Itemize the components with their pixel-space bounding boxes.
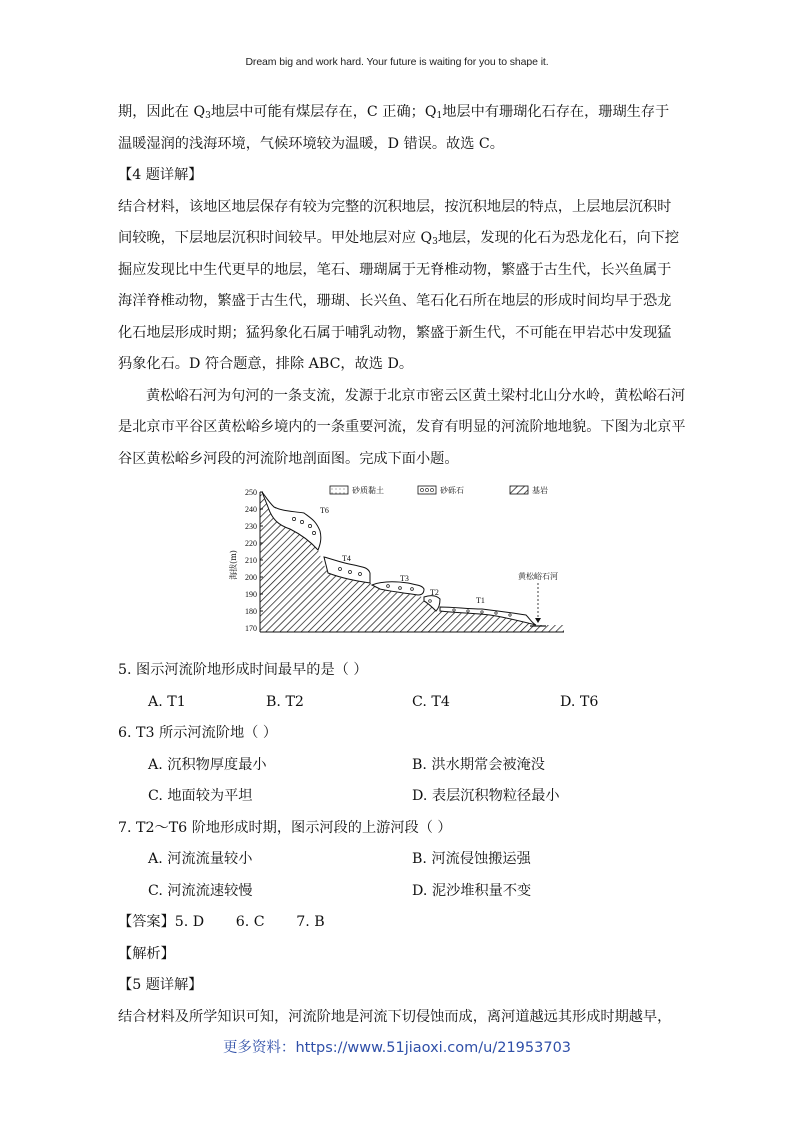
option-b[interactable]: B. 河流侵蚀搬运强	[412, 851, 531, 867]
question-5: 5. 图示河流阶地形成时间最早的是（ ）	[118, 662, 368, 678]
text-line: 海洋脊椎动物，繁盛于古生代，珊瑚、长兴鱼、笔石化石所在地层的形成时间均早于恐龙	[118, 293, 672, 309]
page-header-motto: Dream big and work hard. Your future is waiting for you to shape it.	[245, 56, 549, 68]
option-d[interactable]: D. T6	[560, 693, 599, 710]
terrace-label-t4: T4	[342, 554, 351, 563]
option-a[interactable]: A. 河流流量较小	[148, 851, 253, 867]
footer-label: 更多资料：	[222, 1040, 296, 1056]
q5-detail-title: 【5 题详解】	[118, 977, 203, 993]
question-6-options	[118, 750, 680, 782]
footer-link[interactable]: https://www.51jiaoxi.com/u/21953703	[295, 1040, 572, 1056]
y-tick-label: 240	[245, 505, 257, 514]
bedrock	[260, 492, 564, 632]
terrace-profile-figure	[118, 475, 680, 655]
legend-swatch-gravel	[418, 486, 436, 494]
question-5-options	[118, 687, 680, 719]
question-7: 7. T2～T6 阶地形成时期，图示河段的上游河段（ ）	[118, 819, 452, 836]
legend-swatch-bedrock	[510, 486, 528, 494]
y-axis-label: 海拔(m)	[229, 550, 238, 580]
text-line	[118, 97, 680, 129]
text-line: 化石地层形成时期；猛犸象化石属于哺乳动物，繁盛于新生代，不可能在甲岩芯中发现猛	[118, 324, 672, 341]
text-line: 黄松峪石河为句河的一条支流，发源于北京市密云区黄土梁村北山分水岭，黄松峪石河	[146, 387, 686, 404]
terrace-label-t3: T3	[400, 574, 409, 583]
terrace-profile-diagram	[118, 475, 680, 655]
answer-label: 【答案】	[118, 914, 175, 930]
y-tick-label: 190	[245, 590, 257, 599]
y-tick-label: 170	[245, 624, 257, 633]
text: 地层中有珊瑚化石存在，珊瑚生存于	[442, 104, 670, 120]
text-line: 温暖湿润的浅海环境，气候环境较为温暖，D 错误。故选 C。	[118, 135, 504, 152]
answer-line	[118, 907, 680, 939]
question-6-options	[118, 781, 680, 813]
y-tick-label: 210	[245, 556, 257, 565]
legend-label: 砂质黏土	[352, 486, 384, 495]
document-body	[118, 97, 686, 1033]
text: 间较晚，下层地层沉积时间较早。甲处地层对应 Q	[118, 230, 433, 246]
y-tick-label: 250	[245, 488, 257, 497]
option-c[interactable]: C. 地面较为平坦	[148, 788, 253, 804]
option-c[interactable]: C. T4	[412, 693, 450, 710]
y-tick-label: 200	[245, 573, 257, 582]
text-line: 犸象化石。D 符合题意，排除 ABC，故选 D。	[118, 356, 414, 372]
terrace-label-t2: T2	[430, 588, 439, 597]
option-d[interactable]: D. 表层沉积物粒径最小	[412, 788, 560, 804]
analysis-title: 【解析】	[118, 945, 175, 962]
option-a[interactable]: A. 沉积物厚度最小	[148, 756, 267, 773]
subscript: 1	[436, 111, 443, 121]
text-line: 结合材料及所学知识可知，河流阶地是河流下切侵蚀而成，离河道越远其形成时期越早，	[118, 1008, 672, 1025]
question-7-options	[118, 876, 680, 908]
option-c[interactable]: C. 河流流速较慢	[148, 882, 253, 899]
option-b[interactable]: B. T2	[266, 693, 304, 710]
text-line: 掘应发现比中生代更早的地层，笔石、珊瑚属于无脊椎动物，繁盛于古生代，长兴鱼属于	[118, 261, 672, 278]
terrace-label-t1: T1	[476, 596, 485, 605]
legend-label: 砂砾石	[440, 486, 464, 495]
terrace-label-t6: T6	[320, 506, 329, 515]
option-b[interactable]: B. 洪水期常会被淹没	[412, 756, 545, 773]
page-footer	[0, 1036, 794, 1057]
text: 地层中可能有煤层存在，C 正确；Q	[210, 104, 437, 120]
text-line: 结合材料，该地区地层保存有较为完整的沉积地层，按沉积地层的特点，上层地层沉积时	[118, 198, 672, 215]
subscript: 3	[205, 111, 211, 121]
text: 地层，发现的化石为恐龙化石，向下挖	[437, 230, 680, 246]
option-d[interactable]: D. 泥沙堆积量不变	[412, 882, 532, 899]
text-line: 谷区黄松峪乡河段的河流阶地剖面图。完成下面小题。	[118, 450, 459, 467]
answer-values: 5. D 6. C 7. B	[174, 914, 325, 930]
y-tick-label: 180	[245, 607, 257, 616]
text-line	[118, 223, 680, 255]
section-title: 【4 题详解】	[118, 167, 203, 183]
legend-swatch-sandy-clay	[330, 486, 348, 494]
question-6: 6. T3 所示河流阶地（ ）	[118, 725, 278, 741]
legend-label: 基岩	[532, 486, 548, 495]
y-tick-label: 230	[245, 522, 257, 531]
option-a[interactable]: A. T1	[148, 693, 186, 710]
y-tick-label: 220	[245, 539, 257, 548]
text: 期，因此在 Q	[118, 104, 206, 120]
text-line: 是北京市平谷区黄松峪乡境内的一条重要河流，发育有明显的河流阶地地貌。下图为北京平	[118, 419, 686, 435]
subscript: 3	[432, 237, 438, 247]
question-7-options	[118, 844, 680, 876]
river-label: 黄松峪石河	[518, 572, 558, 581]
